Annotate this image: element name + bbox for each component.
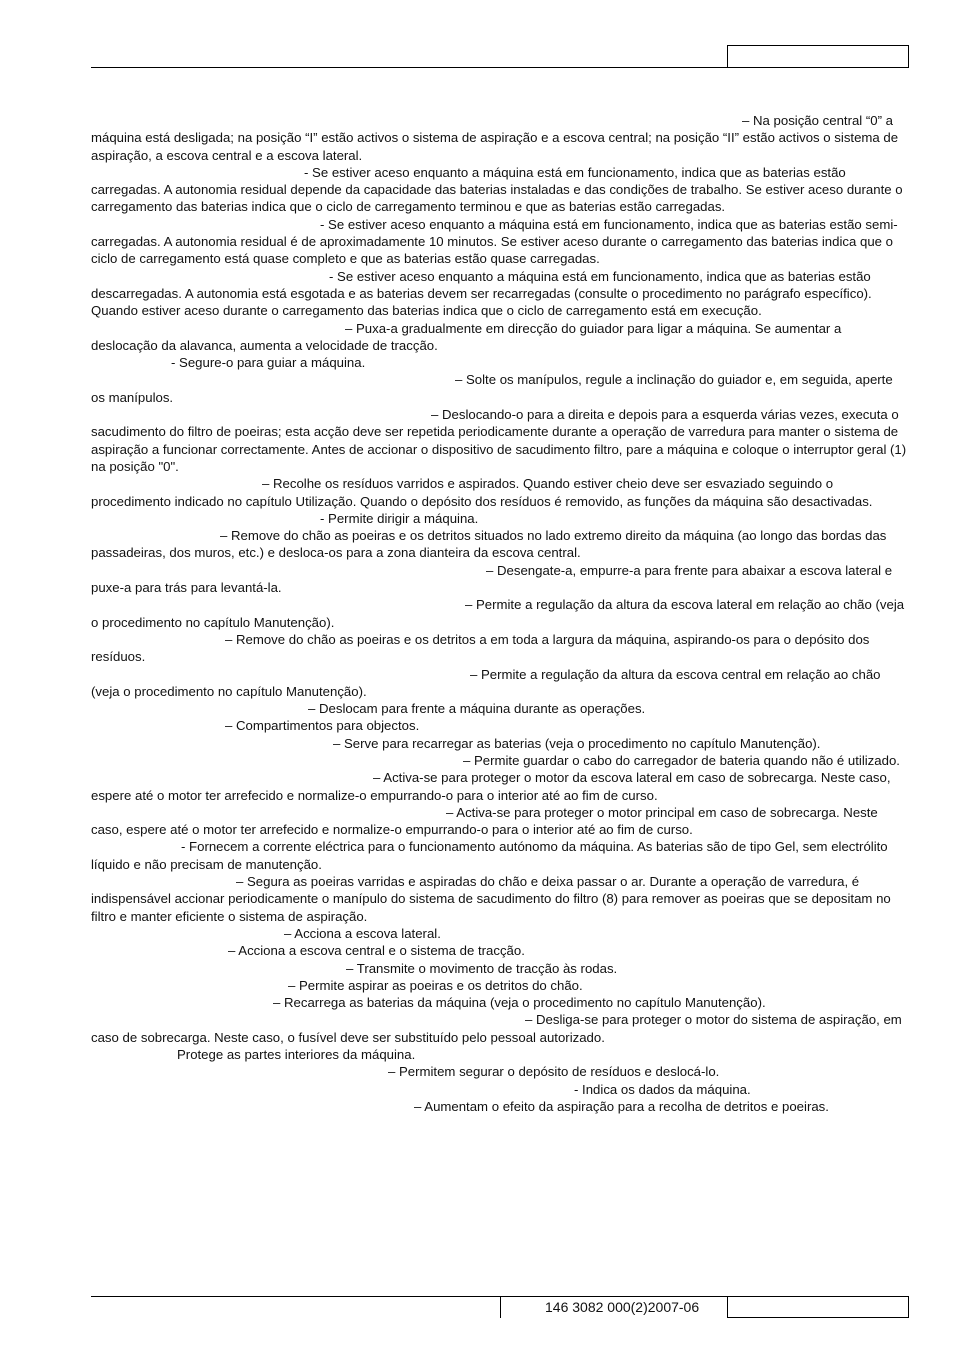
header-rule xyxy=(91,67,909,68)
description-paragraph: – Aumentam o efeito da aspiração para a recolha de detritos e poeiras. xyxy=(414,1098,829,1114)
description-paragraph: – Solte os manípulos, regule a inclinação do guiador e, em seguida, aperte os manípulos. xyxy=(91,372,893,405)
description-paragraph: – Activa-se para proteger o motor principal em caso de sobrecarga. Neste caso, espere até o motor ter arrefecido e normalize-o empurrando-o para o interior até ao fim de curso. xyxy=(91,804,878,838)
description-paragraph: – Desengate-a, empurre-a para frente para abaixar a escova lateral e puxe-a para trás para levantá-la. xyxy=(91,562,893,596)
description-paragraph: – Permite aspirar as poeiras e os detritos do chão. xyxy=(288,977,583,993)
description-paragraph: – Permitem segurar o depósito de resíduos e deslocá-lo. xyxy=(388,1064,720,1080)
header-box xyxy=(727,45,909,67)
description-paragraph: – Desliga-se para proteger o motor do sistema de aspiração, em caso de sobrecarga. Neste caso, o fusível deve ser substituído pelo pessoal autorizado. xyxy=(91,1012,902,1045)
description-paragraph: – Deslocando-o para a direita e depois para a esquerda várias vezes, executa o sacudimento do filtro de poeiras; esta acção deve ser repetida periodicamente durante a operação de varredura para manter o sistema de aspiração a funcionar correctamente. Antes de accionar o dispositivo de sacudimento filtro, pare a máquina e coloque o interruptor geral (1) na posição "0". xyxy=(91,407,907,474)
description-paragraph: – Segura as poeiras varridas e aspiradas do chão e deixa passar o ar. Durante a operação de varredura, é indispensável accionar periodicamente o manípulo do sistema de sacudimento do filtro (8) para remover as poeiras que se depositam no filtro e manter eficiente o sistema de aspiração. xyxy=(91,874,891,924)
description-paragraph: – Activa-se para proteger o motor da escova lateral em caso de sobrecarga. Neste caso, espere até o motor ter arrefecido e normalize-o empurrando-o para o interior até ao fim de curso. xyxy=(91,770,891,803)
description-paragraph: – Remove do chão as poeiras e os detritos a em toda a largura da máquina, aspirando-os para o depósito dos resíduos. xyxy=(91,631,870,665)
description-paragraph: – Puxa-a gradualmente em direcção do guiador para ligar a máquina. Se aumentar a deslocação da alavanca, aumenta a velocidade de tracção. xyxy=(91,320,842,353)
description-paragraph: - Indica os dados da máquina. xyxy=(574,1081,751,1097)
description-paragraph: – Acciona a escova central e o sistema de tracção. xyxy=(228,943,525,959)
description-paragraph: - Se estiver aceso enquanto a máquina está em funcionamento, indica que as baterias estão carregadas. A autonomia residual depende da capacidade das baterias instaladas e das condições de trabalho. Se estiver aceso durante o carregamento das baterias indica que o ciclo de carregamento terminou e que as baterias estão carregadas. xyxy=(91,164,903,215)
description-paragraph: – Na posição central “0” a máquina está desligada; na posição “I” estão activos o sistema de aspiração e a escova central; na posição “II” estão activos o sistema de aspiração, a escova central e a escova lateral. xyxy=(91,113,899,163)
footer-separator xyxy=(500,1296,501,1318)
description-paragraph: - Fornecem a corrente eléctrica para o funcionamento autónomo da máquina. As baterias são de tipo Gel, sem electrólito líquido e não precisam de manutenção. xyxy=(91,839,888,872)
description-paragraph: – Permite guardar o cabo do carregador de bateria quando não é utilizado. xyxy=(463,752,900,768)
description-paragraph: – Recarrega as baterias da máquina (veja o procedimento no capítulo Manutenção). xyxy=(273,995,766,1011)
description-paragraph: - Se estiver aceso enquanto a máquina está em funcionamento, indica que as baterias estão semi-carregadas. A autonomia residual é de aproximadamente 10 minutos. Se estiver aceso durante o carregamento das baterias indica que o ciclo de carregamento está quase completo e que as baterias estão quase carregadas. xyxy=(91,216,898,267)
footer-box xyxy=(727,1296,909,1318)
document-body xyxy=(91,112,909,1115)
footer-document-code: 146 3082 000(2)2007-06 xyxy=(545,1299,700,1315)
description-paragraph: – Deslocam para frente a máquina durante as operações. xyxy=(308,701,646,717)
description-paragraph: – Acciona a escova lateral. xyxy=(284,925,441,941)
description-paragraph: – Compartimentos para objectos. xyxy=(225,718,420,734)
description-paragraph: – Recolhe os resíduos varridos e aspirados. Quando estiver cheio deve ser esvaziado seguindo o procedimento indicado no capítulo Utilização. Quando o depósito dos resíduos é removido, as funções da máquina são desactivadas. xyxy=(91,476,873,509)
description-paragraph: – Permite a regulação da altura da escova lateral em relação ao chão (veja o procedimento no capítulo Manutenção). xyxy=(91,597,905,630)
description-paragraph: – Permite a regulação da altura da escova central em relação ao chão (veja o procedimento no capítulo Manutenção). xyxy=(91,666,881,699)
description-paragraph: - Segure-o para guiar a máquina. xyxy=(171,355,366,371)
description-paragraph: – Transmite o movimento de tracção às rodas. xyxy=(346,960,618,976)
description-paragraph: - Se estiver aceso enquanto a máquina está em funcionamento, indica que as baterias estão descarregadas. A autonomia está esgotada e as baterias devem ser recarregadas (consulte o procedimento no parágrafo específico). Quando estiver aceso durante o carregamento das baterias indica que o ciclo de carregamento está em execução. xyxy=(91,268,872,319)
description-paragraph: Protege as partes interiores da máquina. xyxy=(177,1047,416,1063)
description-paragraph: – Serve para recarregar as baterias (veja o procedimento no capítulo Manutenção). xyxy=(333,735,821,751)
description-paragraph: – Remove do chão as poeiras e os detritos situados no lado extremo direito da máquina (ao longo das bordas das passadeiras, dos muros, etc.) e desloca-os para a zona dianteira da escova central. xyxy=(91,528,887,561)
description-paragraph: - Permite dirigir a máquina. xyxy=(320,510,479,526)
